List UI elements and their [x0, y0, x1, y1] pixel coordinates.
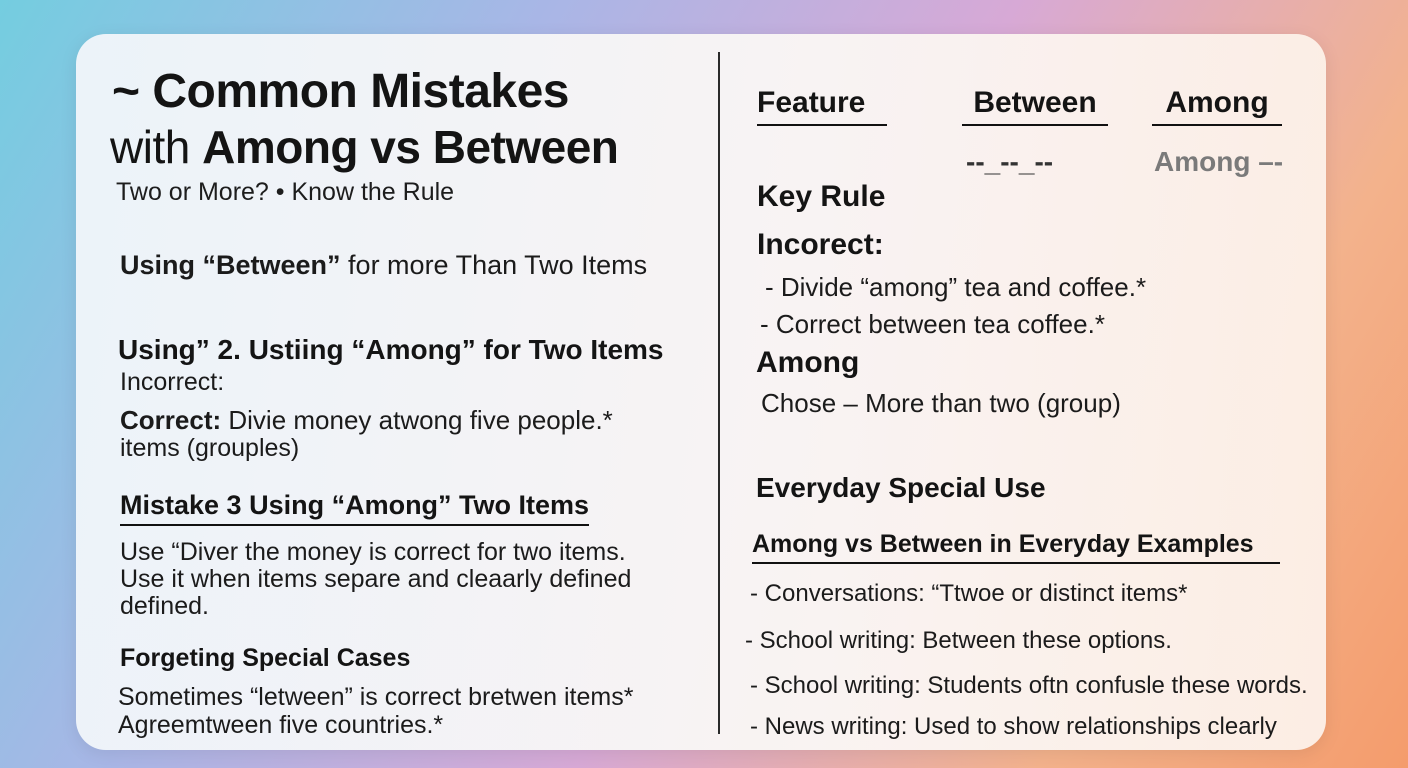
mistake-3-line2: Use it when items separe and cleaarly defined	[120, 565, 632, 593]
table-cell-between: --_--_--	[966, 146, 1054, 177]
mistake-3-heading: Mistake 3 Using “Among” Two Items	[120, 490, 589, 526]
example-1: - Conversations: “Ttwoe or distinct items*	[750, 580, 1188, 607]
among-description: Chose – More than two (group)	[761, 388, 1121, 418]
column-divider	[718, 52, 720, 734]
table-header-between: Between	[962, 86, 1108, 126]
mistake-2-heading: Using” 2. Ustiing “Among” for Two Items	[118, 334, 664, 365]
key-rule-heading: Key Rule	[757, 180, 886, 213]
examples-heading: Among vs Between in Everyday Examples	[752, 530, 1280, 564]
mistake-2-incorrect: Incorrect:	[120, 368, 225, 396]
page-subtitle: Two or More? • Know the Rule	[116, 178, 455, 206]
incorrect-line2: - Correct between tea coffee.*	[760, 309, 1105, 339]
mistake-3-line3: defined.	[120, 592, 209, 620]
page-title-line2: with Among vs Between	[110, 121, 619, 173]
mistake-2-extra: items (grouples)	[120, 434, 300, 462]
mistake-4-line1: Sometimes “letween” is correct bretwen items*	[118, 683, 634, 711]
example-4: - News writing: Used to show relationships clearly	[750, 713, 1277, 740]
mistake-1: Using “Between” for more Than Two Items	[120, 250, 648, 280]
mistake-2-correct: Correct: Divie money atwong five people.*	[120, 405, 613, 435]
page-title-line1: ~ Common Mistakes	[112, 65, 569, 118]
table-header-feature: Feature	[757, 86, 887, 126]
mistake-4-heading: Forgeting Special Cases	[120, 644, 411, 672]
table-header-among: Among	[1152, 86, 1282, 126]
example-2: - School writing: Between these options.	[745, 627, 1172, 654]
everyday-heading: Everyday Special Use	[756, 472, 1046, 503]
example-3: - School writing: Students oftn confusle these words.	[750, 672, 1308, 699]
incorrect-line1: - Divide “among” tea and coffee.*	[765, 272, 1147, 302]
mistake-3-line1: Use “Diver the money is correct for two items.	[120, 538, 626, 566]
page-title-bold: Among vs Between	[202, 121, 619, 173]
incorrect-heading: Incorect:	[757, 228, 884, 261]
mistake-4-line2: Agreemtween five countries.*	[118, 711, 444, 739]
table-cell-among: Among –-	[1154, 146, 1284, 177]
among-heading: Among	[756, 346, 860, 379]
